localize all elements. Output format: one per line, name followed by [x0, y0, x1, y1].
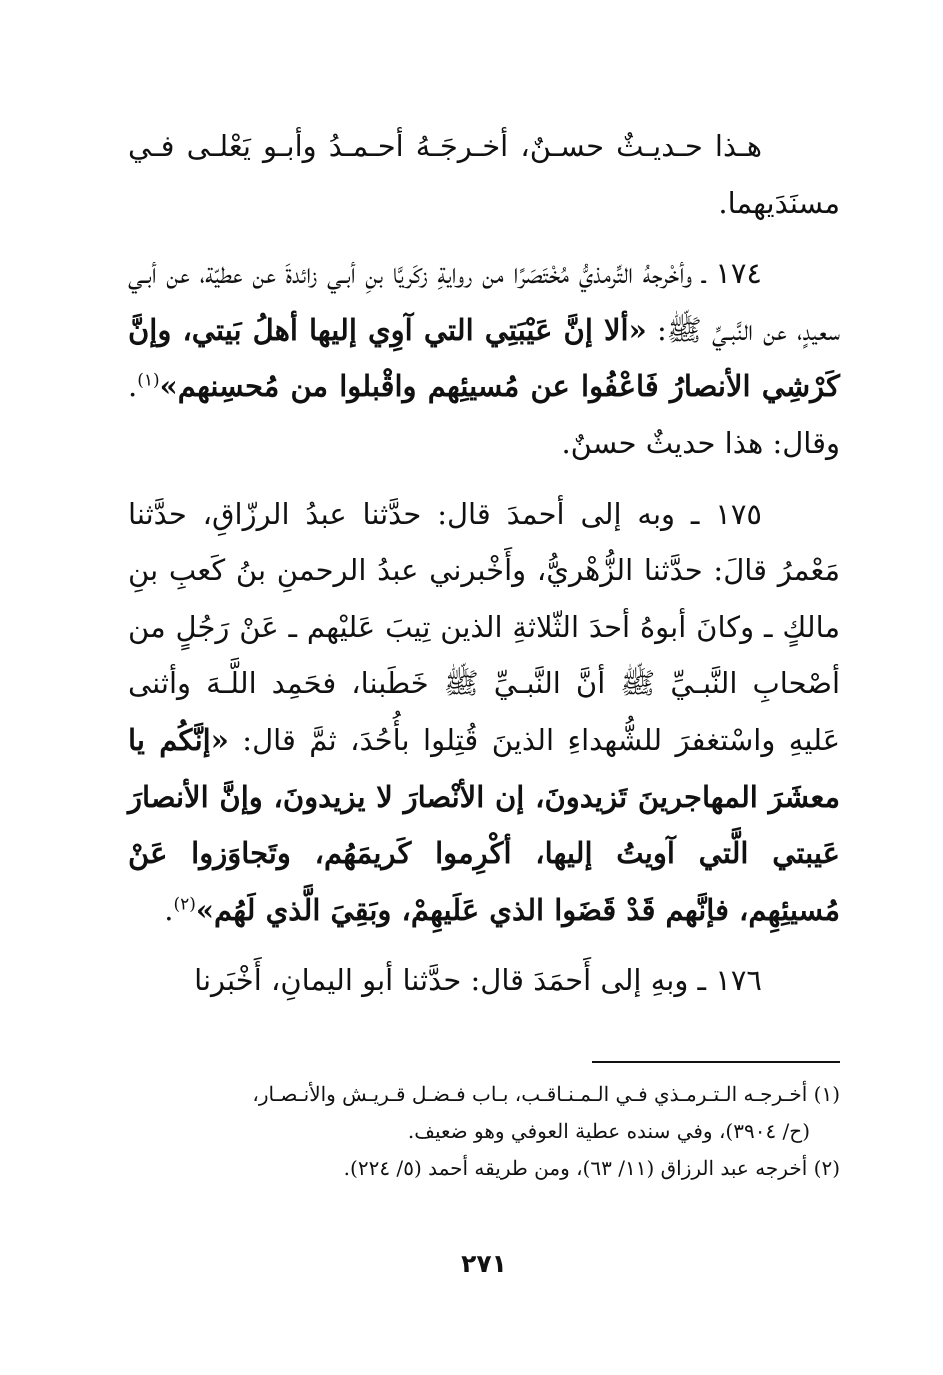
paragraph-175-hadith: «إنَّكُم يا معشَرَ المهاجرينَ تَزيدونَ، إن الأنْصارَ لا يزيدونَ، وإنَّ الأنصارَ عَيبتي الَّتي آويتُ إليها، أكْرِموا كَريمَهُم، وتَجاوَزوا عَنْ مُسيئِهِم، فإنَّهم قَدْ قَضَوا الذي عَلَيهِمْ، وبَقِيَ الَّذي لَهُم» [128, 722, 840, 927]
footnote-2-number: (٢) [813, 1156, 840, 1180]
paragraph-174-lead: ١٧٤ ـ وأخْرجهُ التِّرمذيُّ مُخْتَصَرًا من روايةِ زكَريَّا بنِ أبـي زائدةَ عن عطيّة، عن أبـي سعيدٍ، عن النَّبـيِّ ﷺ: [128, 256, 841, 347]
paragraph-174-hadith: «ألا إنَّ عَيْبَتِي التي آوِي إليها أهلُ بَيتي، وإنَّ كَرْشِي الأنصارُ فَاعْفُوا عن مُسيئِهم واقْبلوا من مُحسِنهم» [128, 312, 840, 404]
footnote-1-continuation: (ح/ ٣٩٠٤)، وفي سنده عطية العوفي وهو ضعيف. [407, 1119, 810, 1143]
page-number: ٢٧١ [461, 1249, 507, 1278]
footnotes [128, 1076, 840, 1187]
main-text [128, 118, 840, 1009]
footnote-ref-1[interactable]: (١) [137, 370, 160, 391]
footnote-1-text: أخـرجـه الـتـرمـذي فـي الـمـنـاقـب، بـاب فـضـل قـريـش والأنـصـار، [252, 1082, 808, 1106]
footnote-2-text: أخرجه عبد الرزاق (١١/ ٦٣)، ومن طريقه أحمد (٥/ ٢٢٤). [343, 1156, 808, 1180]
paragraph-176 [128, 952, 840, 1009]
paragraph-intro [128, 118, 840, 231]
paragraph-176-text: ١٧٦ ـ وبهِ إلى أَحمَدَ قال: حدَّثنا أبو اليمانِ، أَخْبَرنا [194, 963, 762, 998]
paragraph-174 [128, 245, 840, 471]
footnote-separator [592, 1061, 840, 1063]
paragraph-175-tail: . [164, 892, 174, 927]
footnote-1-number: (١) [813, 1082, 840, 1106]
paragraph-175 [128, 486, 840, 939]
paragraph-intro-text: هـذا حـديـثٌ حسـنٌ، أخـرجَـهُ أحـمـدُ وأبـو يَعْلـى فـي مسنَدَيهما. [128, 129, 840, 220]
footnote-2 [128, 1150, 840, 1187]
footnote-ref-2[interactable]: (٢) [173, 894, 196, 915]
paragraph-175-lead: ١٧٥ ـ وبه إلى أحمدَ قال: حدَّثنا عبدُ الرزّاقِ، حدَّثنا مَعْمرُ قالَ: حدَّثنا الزُّهْريُّ، وأَخْبرني عبدُ الرحمنِ بنُ كَعبِ بنِ مالكٍ ـ وكانَ أبوهُ أحدَ الثّلاثةِ الذين تِيبَ عَليْهم ـ عَنْ رَجُلٍ من أصْحابِ النَّبـيِّ ﷺ أنَّ النَّبـيِّ ﷺ خَطَبنا، فحَمِد اللَّـهَ وأثنى عَليهِ واسْتغفرَ للشُّهداءِ الذينَ قُتِلوا بأُحُدَ، ثمَّ قال: [128, 496, 840, 757]
paragraph-174-tail: . وقال: هذا حديثٌ حسنٌ. [128, 369, 840, 460]
book-page [128, 118, 840, 1298]
footnote-1 [128, 1076, 840, 1150]
